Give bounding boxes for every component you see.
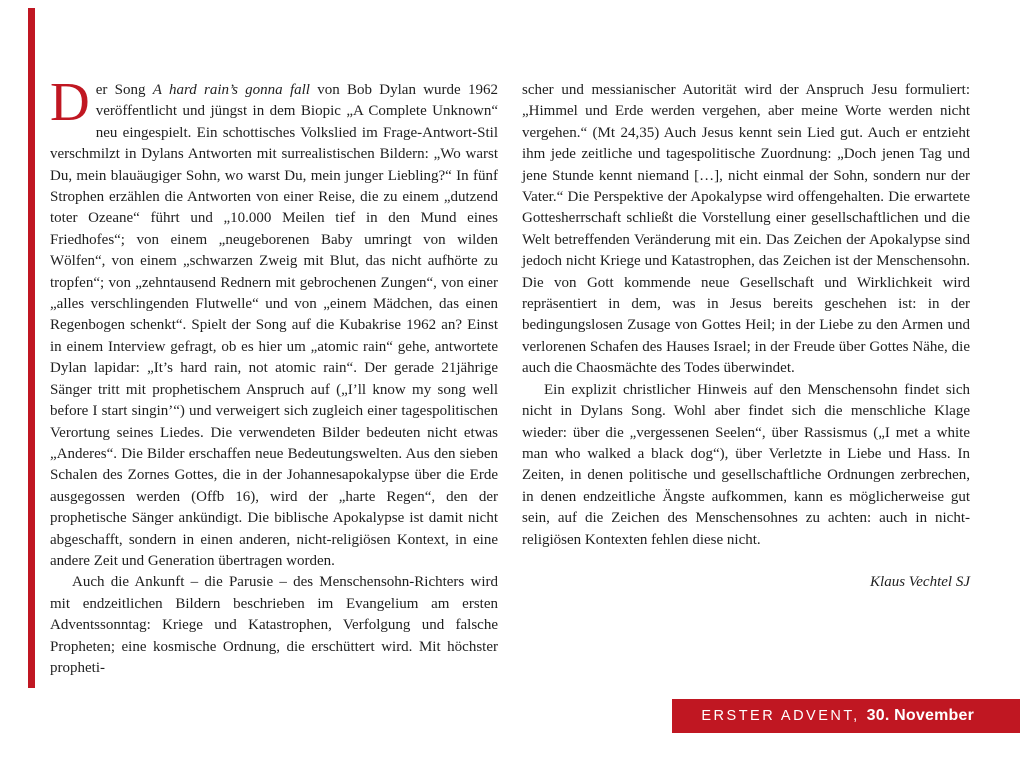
left-accent-bar [28, 8, 35, 688]
drop-cap: D [50, 71, 90, 132]
footer-advent-label: ERSTER ADVENT, [701, 708, 860, 724]
text-column-right [522, 80, 970, 679]
paragraph-3: scher und messianischer Autorität wird der Anspruch Jesu formuliert: „Himmel und Erde werden vergehen, aber meine Worte werden nicht vergehen.“ (Mt 24,35) Auch Jesus kennt sein Lied gut. Auch er entzieht ihm jede zeitliche und tagespolitische Zuordnung: „Doch jenen Tag und jene Stunde kennt niemand […], nicht einmal der Sohn, sondern nur der Vater.“ Die Perspektive der Apokalypse wird offengehalten. Die erwartete Gottesherrschaft schließt die Vorstellung einer gesellschaftlichen und die Welt betreffenden Veränderung mit ein. Das Zeichen der Apokalypse sind jedoch nicht Kriege und Katastrophen, das Zeichen ist der Menschensohn. Die von Gott kommende neue Gesellschaft und Wirklichkeit wird repräsentiert in dem, was in Jesus bereits geschehen ist: in der bedingungslosen Zusage von Gottes Heil; in der Liebe zu den Armen und verlorenen Schafen des Hauses Israel; in der Freude über Gottes Nähe, die auch die Chaosmächte des Todes überwindet. [522, 82, 970, 377]
paragraph-2: Auch die Ankunft – die Parusie – des Menschensohn-Richters wird mit endzeitlichen Bildern beschrieben im Evangelium am ersten Adventssonntag: Kriege und Katastrophen, Verfolgung und falsche Propheten; eine kosmische Ordnung, die erschüttert wird. Mit höchster propheti- [50, 574, 498, 676]
song-title: A hard rain’s gonna fall [152, 82, 310, 98]
paragraph-4: Ein explizit christlicher Hinweis auf den Menschensohn findet sich nicht in Dylans Song. Wohl aber findet sich die menschliche Klage wieder: über die „vergessenen Seelen“, über Rassismus („I met a white man who walked a black dog“), über Verletzte in Liebe und Hass. In Zeiten, in denen politische und gesellschaftliche Ordnungen zerbrechen, in denen endzeitliche Ängste aufkommen, kann es möglicherweise gut sein, auf die Zeichen des Menschensohnes zu achten: auch in nicht-religiösen Kontexten fehlen diese nicht. [522, 381, 970, 548]
author-signature: Klaus Vechtel SJ [870, 573, 970, 590]
article-body [50, 71, 970, 679]
paragraph-1 [50, 71, 498, 572]
paragraph-1-lead: er Song [95, 82, 153, 98]
footer-banner [672, 699, 1020, 733]
paragraph-1-rest: von Bob Dylan wurde 1962 veröffentlicht und jüngst in dem Biopic „A Complete Unknown“ neu eingespielt. Ein schottisches Volkslied im Frage-Antwort-Stil verschmilzt in Dylans Antworten mit surrealistischen Bildern: „Wo warst Du, mein blauäugiger Sohn, wo warst Du, mein junger Liebling?“ In fünf Strophen erzählen die Antworten von einer Reise, die zu einem „dutzend toter Ozeane“ führt und „10.000 Meilen tief in den Mund eines Friedhofes“; von einem „neugeborenen Baby umringt von wilden Wölfen“, von einem „schwarzen Zweig mit Blut, das nicht aufhörte zu tropfen“; von „zehntausend Rednern mit gebrochenen Zungen“, von einer „alles verschlingenden Flutwelle“ und von „einem Mädchen, das einen Regenbogen schenkt“. Spielt der Song auf die Kubakrise 1962 an? Einst in einem Interview gefragt, ob es hier um „atomic rain“ gehe, antwortete Dylan lapidar: „It’s hard rain, not atomic rain“. Der gerade 21jährige Sänger tritt mit prophetischem Anspruch auf („I’ll know my song well before I start singin’“) und verweigert sich zugleich einer tagespolitischen Verortung seines Liedes. Die verwendeten Bilder bedeuten nicht etwas „Anderes“. Die Bilder erschaffen neue Bedeutungswelten. Aus den sieben Schalen des Zornes Gottes, die in der Johannesapokalypse über die Erde ausgegossen werden (Offb 16), wird der „harte Regen“, den der prophetische Sänger ankündigt. Die biblische Apokalypse ist damit nicht abgeschafft, sondern in einen anderen, nicht-religiösen Kontext, in eine andere Zeit und Generation übertragen worden. [50, 82, 498, 569]
text-column-left [50, 71, 498, 679]
footer-date: 30. November [866, 707, 974, 724]
